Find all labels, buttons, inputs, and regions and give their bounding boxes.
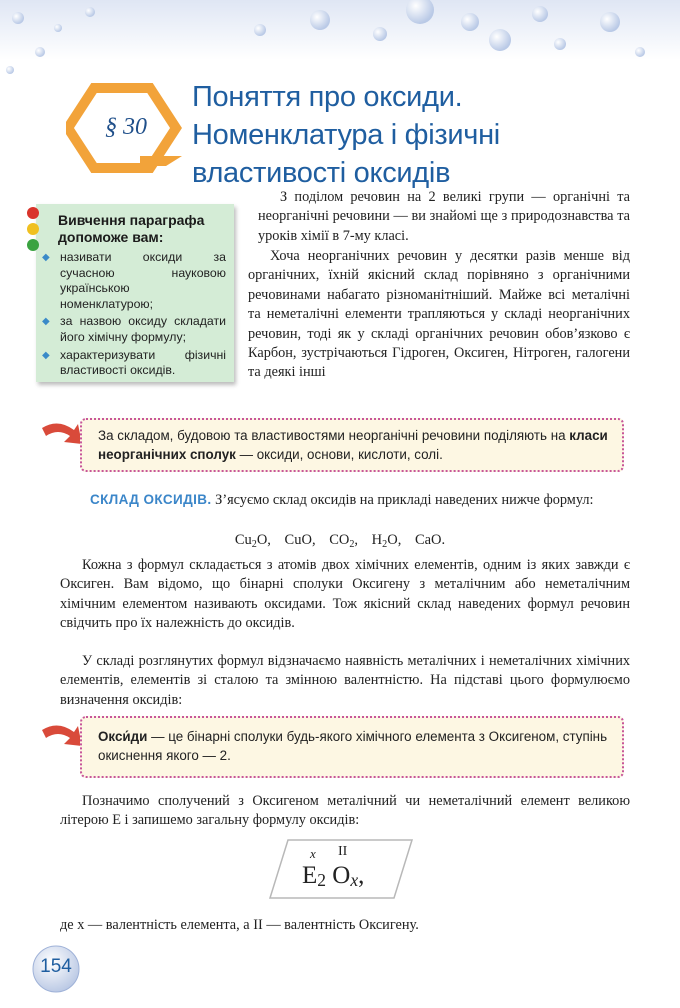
note-text-start: За складом, будовою та властивостями неорганічні речовини поділяють на [98, 428, 570, 443]
formula-comma: , [358, 862, 365, 889]
composition-heading: СКЛАД ОКСИДІВ. [90, 492, 212, 507]
study-heading-line-1: Вивчення параграфа [58, 212, 205, 228]
study-goals-box [36, 204, 234, 382]
composition-paragraph-2: У складі розглянутих формул відзначаємо наявність металічних і неметалічних хімічних елементів, елементів зі сталою та змінною валентністю. На підставі цього формулюємо визначення оксидів: [60, 653, 630, 708]
formula-cuo: CuO, [284, 532, 316, 548]
page-title [192, 78, 662, 192]
composition-intro [60, 490, 630, 510]
composition-lead: З’ясуємо склад оксидів на прикладі наведених нижче формул: [211, 492, 594, 508]
note-bold-term: класи неорганічних сполук [98, 428, 608, 462]
study-goals-list [36, 250, 226, 381]
formula-cao: CaO. [414, 532, 446, 548]
title-line-3: властивості оксидів [192, 157, 451, 189]
formula-h2o: $H_2O$, [371, 532, 402, 550]
general-formula [302, 862, 364, 890]
valence-ii-label: II [338, 844, 348, 859]
definition-body: — це бінарні сполуки будь-якого хімічного елемента з Оксигеном, ступінь окиснення якого — 2. [98, 729, 608, 763]
formula-co2: $CO_2$, [329, 532, 359, 550]
note-text-end: — оксиди, основи, кислоти, солі. [235, 447, 443, 462]
section-number: § 30 [105, 114, 147, 140]
curved-arrow-icon [38, 418, 84, 458]
formula-e-index: 2 [317, 870, 327, 890]
formula-element-o: O [332, 862, 351, 889]
title-line-2: Номенклатура і фізичні [192, 119, 500, 151]
study-heading-line-2: допоможе вам: [58, 229, 164, 245]
title-line-1: Поняття про оксиди. [192, 81, 463, 113]
formula-explanation: де x — валентність елемента, а II — валентність Оксигену. [60, 917, 419, 933]
intro-paragraph-1: З поділом речовин на 2 великі групи — органічні та неорганічні речовини — ви знайомі ще з природознавства та уроків хімії в 7-му класі. [258, 189, 630, 244]
formula-element-e: E [302, 862, 318, 889]
general-formula-box [268, 838, 414, 900]
curved-arrow-icon [38, 720, 84, 760]
page-number-badge [30, 944, 82, 994]
example-formulas [0, 532, 680, 549]
valence-x-label: x [310, 846, 316, 861]
composition-paragraph-1: Кожна з формул складається з атомів двох хімічних елементів, одним із яких завжди є Оксиген. Вам відомо, що бінарні сполуки Оксигену з металічним або неметалічним хімічним елементом називають оксидами. Тож якісний склад наведених формул речовин свідчить про їх належність до оксидів. [60, 557, 630, 632]
general-formula-intro: Позначимо сполучений з Оксигеном металічний чи неметалічний елемент великою літерою Е і запишемо загальну формулу оксидів: [60, 793, 630, 829]
formula-o-index: x [350, 870, 359, 890]
definition-term: Окси́ди [98, 729, 148, 744]
definition-note [80, 716, 624, 778]
list-item: ◆ називати оксиди за сучасною науковою українською номенклатурою; [36, 250, 226, 312]
study-box-heading [58, 212, 228, 246]
traffic-light-dots-icon [26, 206, 40, 252]
intro-paragraph-2: Хоча неорганічних речовин у десятки разів менше від органічних, їхній якісний склад порівняно з органічними речовинами набагато різноманітніший. Майже всі металічні та неметалічні елементи трапляються у складі неорганічних речовин, тоді як у складі органічних речовин обов’язково є Карбон, зустрічаються Гідроген, Оксиген, Нітроген, галогени та деякі інші [248, 248, 630, 381]
list-item: ◆ за назвою оксиду складати його хімічну формулу; [36, 314, 226, 345]
definition-text [82, 718, 622, 765]
page-number: 154 [40, 956, 72, 977]
classes-note [80, 418, 624, 472]
formula-cu2o: $Cu_2O$, [234, 532, 271, 550]
list-item: ◆ характеризувати фізичні властивості оксидів. [36, 348, 226, 379]
classes-note-text [82, 420, 622, 464]
